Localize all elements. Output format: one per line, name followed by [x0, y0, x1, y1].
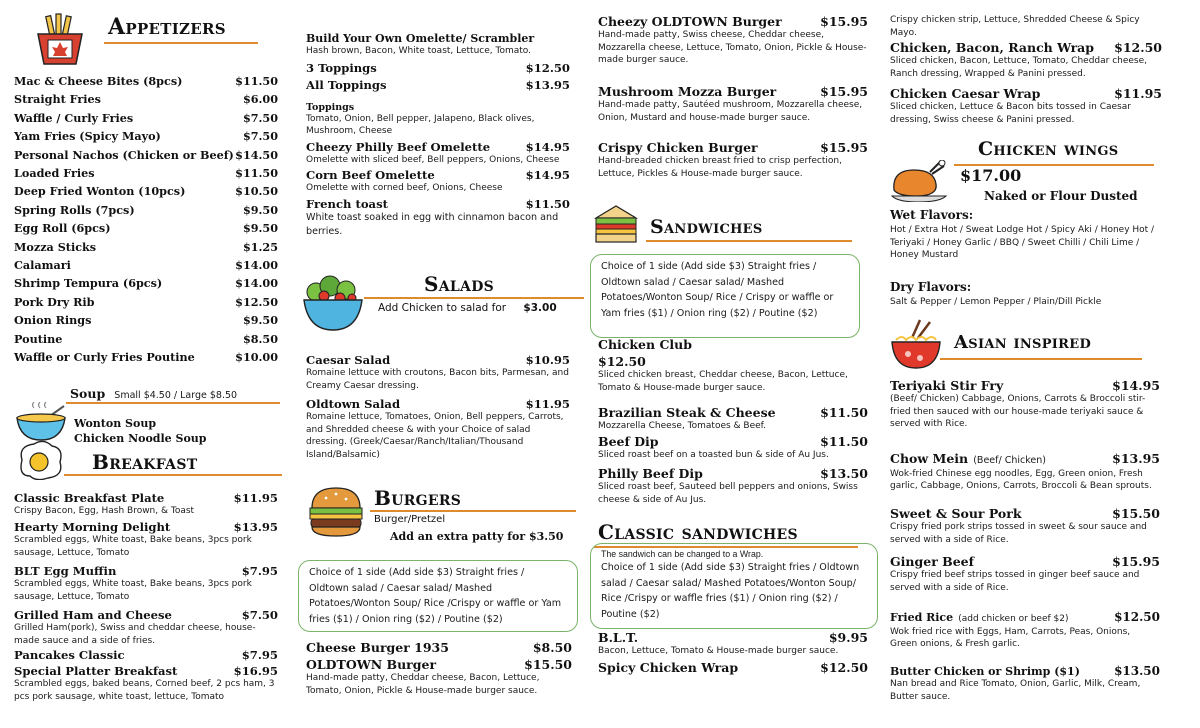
breakfast-item: Grilled Ham and Cheese $7.50 Grilled Ham(pork), Swiss and cheddar cheese, house-made sauce and a side of fries. — [14, 608, 278, 646]
soup-bowl-icon — [14, 402, 68, 442]
burger-item: OLDTOWN Burger $15.50 Hand-made patty, Cheddar cheese, Bacon, Lettuce, Tomato, Onion, Pickle & House-made burger sauce. — [306, 657, 572, 696]
appetizer-name: Waffle or Curly Fries Poutine — [14, 350, 195, 364]
asian-rule — [940, 358, 1142, 360]
burgers-side-box: Choice of 1 side (Add side $3) Straight fries / Oldtown salad / Caesar salad/ Mashed Potatoes/Wonton Soup/ Rice /Crispy or waffle or Yam fries ($1) / Onion ring ($2) / Poutine ($2) — [298, 560, 578, 632]
asian-item: Chow Mein (Beef/ Chicken) $13.95 Wok-fried Chinese egg noodles, Egg, Green onion, Fresh garlic, Cabbage, Onions, Carrots, Broccoli & Bean sprouts. — [890, 451, 1160, 492]
appetizer-name: Deep Fried Wonton (10pcs) — [14, 184, 186, 199]
wings-title: Chicken wings — [978, 138, 1119, 160]
appetizer-item — [14, 148, 278, 162]
appetizer-name: Onion Rings — [14, 313, 92, 328]
burgers-list-b — [598, 14, 868, 180]
appetizer-price: $14.50 — [235, 147, 278, 162]
classic-item: B.L.T. $9.95 Bacon, Lettuce, Tomato & House-made burger sauce. — [598, 630, 868, 656]
omelette-item: Corn Beef Omelette $14.95 Omelette with corned beef, Onions, Cheese — [306, 168, 570, 194]
appetizer-name: Spring Rolls (7pcs) — [14, 202, 135, 217]
omelette-item: Cheezy Philly Beef Omelette $14.95 Omelette with sliced beef, Bell peppers, Onions, Cheese — [306, 139, 570, 165]
burger-item: Cheese Burger 1935 $8.50 — [306, 640, 572, 655]
classic-item: Chicken, Bacon, Ranch Wrap $12.50 Sliced chicken, Bacon, Lettuce, Tomato, Cheddar cheese, Ranch dressing, Wrapped & Panini pressed. — [890, 40, 1162, 79]
appetizer-name: Poutine — [14, 331, 63, 346]
appetizers-rule — [104, 42, 258, 44]
salads-rule — [364, 297, 584, 299]
column-4 — [882, 0, 1200, 728]
appetizer-item — [14, 276, 278, 290]
appetizer-name: Egg Roll (6pcs) — [14, 221, 111, 236]
burgers-rule — [370, 510, 576, 512]
classic-list-b — [890, 14, 1162, 126]
breakfast-list — [14, 491, 278, 703]
appetizer-price: $6.00 — [242, 92, 278, 107]
sandwich-item: Chicken Club $12.50 Sliced chicken breast, Cheddar cheese, Bacon, Lettuce, Tomato & House-made burger sauce. — [598, 337, 848, 393]
spicy-wrap-desc: Crispy chicken strip, Lettuce, Shredded Cheese & Spicy Mayo. — [890, 15, 1140, 38]
appetizer-item — [14, 295, 278, 309]
appetizer-item — [14, 184, 278, 198]
salad-item: Oldtown Salad $11.95 Romaine lettuce, Tomatoes, Onion, Bell peppers, Carrots, and Shredded cheese & with your Choice of salad dressing. (Greek/Caesar/Ranch/Italian/Thousand Island/Balsamic) — [306, 397, 570, 460]
appetizer-item — [14, 240, 278, 254]
classic-side-box — [590, 543, 878, 629]
appetizer-name: Mac & Cheese Bites (8pcs) — [14, 74, 183, 88]
appetizer-item — [14, 258, 278, 272]
burgers-subtitle: Burger/Pretzel — [374, 514, 446, 525]
appetizer-price: $1.25 — [242, 239, 278, 254]
soup-title: Soup — [70, 386, 106, 401]
burger-item: Cheezy OLDTOWN Burger $15.95 Hand-made patty, Swiss cheese, Cheddar cheese, Mozzarella cheese, Lettuce, Tomato, Onion, Pickle & House-made burger sauce. — [598, 14, 868, 66]
appetizer-name: Pork Dry Rib — [14, 294, 95, 309]
appetizer-name: Loaded Fries — [14, 166, 95, 180]
sandwich-item: Philly Beef Dip $13.50 Sliced roast beef, Sauteed bell peppers and onions, Swiss cheese & side of Au Jus. — [598, 466, 868, 505]
sandwiches-title: Sandwiches — [650, 216, 763, 238]
fried-egg-icon — [16, 440, 62, 480]
sandwich-item: Beef Dip $11.50 Sliced roast beef on a toasted bun & side of Au Jus. — [598, 434, 868, 460]
appetizer-name: Personal Nachos (Chicken or Beef) — [14, 147, 234, 162]
asian-item: Ginger Beef $15.95 Crispy fried beef strips tossed in ginger beef sauce and served with a side of Rice. — [890, 554, 1160, 593]
omelette-item: French toast $11.50 White toast soaked in egg with cinnamon bacon and berries. — [306, 196, 570, 237]
appetizer-price: $8.50 — [242, 331, 278, 346]
roast-chicken-icon — [890, 160, 948, 202]
classic-wrap-note: The sandwich can be changed to a Wrap. — [601, 549, 764, 559]
column-2 — [292, 0, 584, 728]
soup-rule — [66, 402, 280, 404]
sandwiches-list — [598, 337, 868, 506]
appetizer-price: $9.50 — [242, 221, 278, 236]
omelette-build: Build Your Own Omelette/ Scrambler Hash brown, Bacon, White toast, Lettuce, Tomato. 3 Toppings $12.50 All Toppings $13.95 Toppings Tomato, Onion, Bell pepper, Jalapeno, Black olives, Mushroom, Cheese Cheezy Philly Beef Omelette $14.95 Omelette with sliced beef, Bell peppers, Onions, Cheese Corn Beef Omelette $14.95 Omelette with corned beef, Onions, Cheese French toast $11.50 White toast soaked in egg with cinnamon bacon and berries. — [306, 32, 570, 237]
wings-style: Naked or Flour Dusted — [984, 189, 1138, 203]
soup-item-2: Chicken Noodle Soup — [74, 432, 207, 445]
appetizer-price: $11.50 — [235, 74, 278, 88]
appetizer-item — [14, 92, 278, 106]
breakfast-item: Hearty Morning Delight $13.95 Scrambled eggs, White toast, Bake beans, 3pcs pork sausage, Lettuce, Tomato — [14, 520, 278, 558]
classic-title: Classic sandwiches — [598, 520, 798, 544]
appetizer-name: Shrimp Tempura (6pcs) — [14, 276, 163, 291]
breakfast-item: Special Platter Breakfast $16.95 Scrambled eggs, baked beans, Corned beef, 2 pcs ham, 3 pcs pork sausage, white toast, lettuce, Tomato — [14, 664, 278, 702]
appetizer-name: Waffle / Curly Fries — [14, 110, 134, 125]
column-1 — [0, 0, 292, 728]
appetizer-item — [14, 111, 278, 125]
appetizer-price: $10.00 — [235, 350, 278, 364]
appetizer-item — [14, 203, 278, 217]
appetizer-price: $9.50 — [242, 202, 278, 217]
appetizer-price: $11.50 — [235, 166, 278, 180]
appetizer-price: $14.00 — [235, 276, 278, 291]
noodle-bowl-icon — [890, 318, 942, 370]
appetizer-price: $12.50 — [235, 294, 278, 309]
salads-list — [306, 353, 570, 461]
appetizer-item — [14, 313, 278, 327]
appetizer-item — [14, 74, 278, 88]
appetizers-title: Appetizers — [108, 14, 226, 40]
sandwiches-side-box: Choice of 1 side (Add side $3) Straight fries / Oldtown salad / Caesar salad/ Mashed Potatoes/Wonton Soup/ Rice / Crispy or waffle or Yam fries ($1) / Onion ring ($2) / Poutine ($2) — [590, 254, 860, 338]
burgers-extra-patty: Add an extra patty for $3.50 — [390, 530, 564, 543]
burgers-list-a — [306, 640, 572, 697]
asian-list — [890, 378, 1160, 703]
appetizer-item — [14, 166, 278, 180]
classic-item: Spicy Chicken Wrap $12.50 — [598, 660, 868, 675]
breakfast-item: BLT Egg Muffin $7.95 Scrambled eggs, White toast, Bake beans, 3pcs pork sausage, Lettuce, Tomato — [14, 564, 278, 602]
appetizer-item — [14, 332, 278, 346]
soup-sizes: Small $4.50 / Large $8.50 — [114, 390, 238, 401]
wings-flavors: Wet Flavors: Hot / Extra Hot / Sweat Lodge Hot / Spicy Aki / Honey Hot / Teriyaki / Honey Garlic / BBQ / Sweet Chilli / Chili Lime / Honey Mustard Dry Flavors: Salt & Pepper / Lemon Pepper / Plain/Dill Pickle — [890, 208, 1155, 307]
sandwich-icon — [592, 204, 640, 246]
soup-item-1: Wonton Soup — [74, 417, 157, 430]
appetizer-name: Calamari — [14, 258, 71, 272]
asian-title: Asian inspired — [954, 332, 1092, 353]
salad-bowl-icon — [300, 272, 366, 334]
breakfast-rule — [64, 474, 282, 476]
breakfast-item: Classic Breakfast Plate $11.95 Crispy Bacon, Egg, Hash Brown, & Toast — [14, 491, 278, 516]
soup-header — [70, 383, 237, 403]
breakfast-title: Breakfast — [92, 450, 198, 474]
column-3 — [584, 0, 882, 728]
salads-title: Salads — [424, 272, 495, 296]
appetizer-price: $7.50 — [242, 129, 278, 144]
appetizer-name: Yam Fries (Spicy Mayo) — [14, 129, 161, 144]
classic-list-a — [598, 630, 868, 675]
appetizer-price: $7.50 — [242, 110, 278, 125]
burger-item: Mushroom Mozza Burger $15.95 Hand-made patty, Sautéed mushroom, Mozzarella cheese, Onion, Mustard and house-made burger sauce. — [598, 84, 868, 123]
burgers-title: Burgers — [374, 486, 462, 510]
wings-price: $17.00 — [960, 166, 1022, 185]
classic-side-text: Choice of 1 side (Add side $3) Straight fries / Oldtown salad / Caesar salad/ Mashed Potatoes/Wonton Soup/ Rice /Crispy or waffle fries ($1) / Onion ring ($2) / Poutine ($2) — [601, 562, 860, 620]
fries-icon — [34, 12, 86, 66]
appetizer-name: Straight Fries — [14, 92, 101, 107]
burger-icon — [306, 486, 366, 538]
salads-add-chicken: Add Chicken to salad for $3.00 — [378, 302, 557, 314]
asian-item: Sweet & Sour Pork $15.50 Crispy fried pork strips tossed in sweet & sour sauce and served with a side of Rice. — [890, 506, 1160, 545]
asian-item: Butter Chicken or Shrimp ($1) $13.50 Nan bread and Rice Tomato, Onion, Garlic, Milk, Cream, Butter sauce. — [890, 664, 1160, 702]
appetizer-price: $9.50 — [242, 313, 278, 328]
appetizer-name: Mozza Sticks — [14, 239, 97, 254]
appetizer-price: $10.50 — [235, 184, 278, 199]
classic-item: Chicken Caesar Wrap $11.95 Sliced chicken, Lettuce & Bacon bits tossed in Caesar dressing, Swiss cheese & Panini pressed. — [890, 86, 1162, 125]
sandwich-item: Brazilian Steak & Cheese $11.50 Mozzarella Cheese, Tomatoes & Beef. — [598, 405, 868, 431]
appetizer-item — [14, 350, 278, 364]
appetizer-item — [14, 221, 278, 235]
salad-item: Caesar Salad $10.95 Romaine lettuce with croutons, Bacon bits, Parmesan, and Creamy Caesar dressing. — [306, 353, 570, 391]
asian-item: Fried Rice (add chicken or beef $2) $12.50 Wok fried rice with Eggs, Ham, Carrots, Peas, Onions, Green onions, & Fresh garlic. — [890, 610, 1160, 650]
breakfast-item: Pancakes Classic $7.95 — [14, 648, 278, 662]
sandwiches-rule — [646, 240, 852, 242]
appetizer-price: $14.00 — [235, 258, 278, 272]
burger-item: Crispy Chicken Burger $15.95 Hand-breaded chicken breast fried to crisp perfection, Lettuce, Pickles & House-made burger sauce. — [598, 140, 868, 179]
appetizer-item — [14, 129, 278, 143]
asian-item: Teriyaki Stir Fry $14.95 (Beef/ Chicken) Cabbage, Onions, Carrots & Broccoli stir-fried then sauced with our house-made teriyaki sauce & served with Rice. — [890, 378, 1160, 430]
